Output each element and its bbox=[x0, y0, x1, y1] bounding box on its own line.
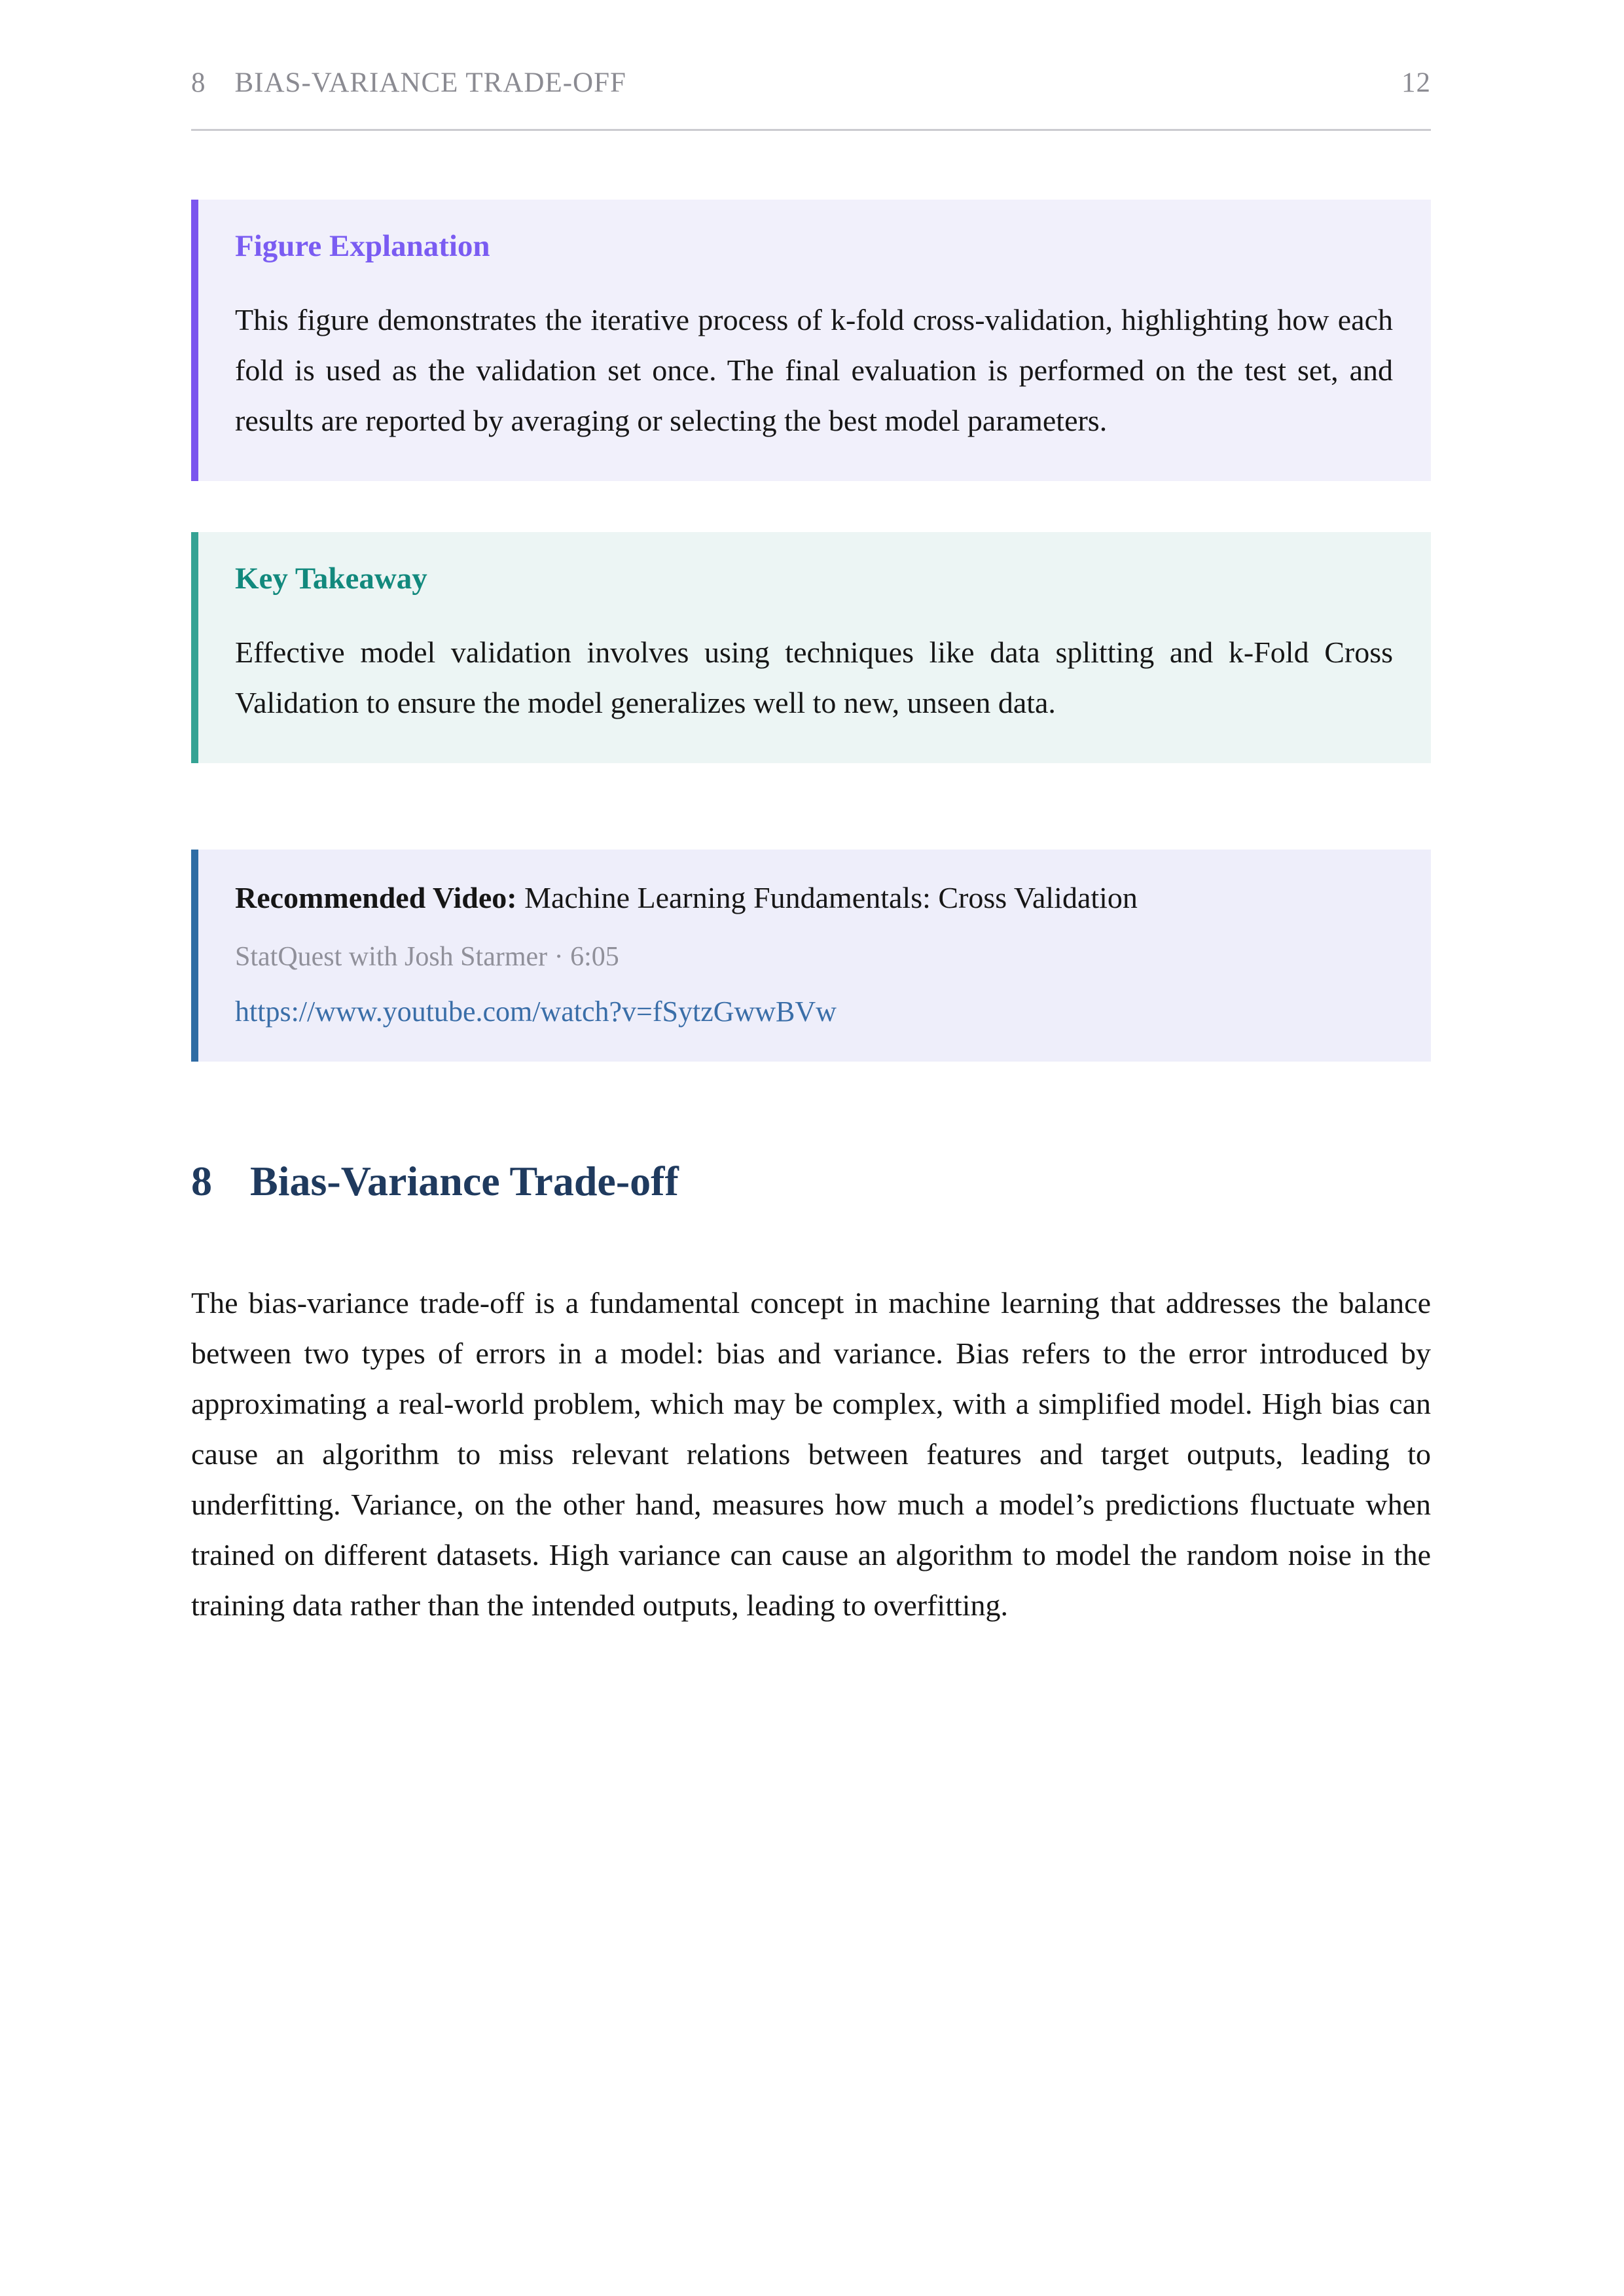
recommended-video-headline bbox=[235, 878, 1393, 918]
running-header-section-number: 8 bbox=[191, 67, 206, 98]
figure-explanation-title: Figure Explanation bbox=[235, 229, 490, 263]
running-header-title: BIAS-VARIANCE TRADE-OFF bbox=[234, 67, 626, 98]
recommended-video-title: Machine Learning Fundamentals: Cross Validation bbox=[524, 881, 1138, 914]
header-rule bbox=[191, 129, 1431, 131]
section-title: Bias-Variance Trade-off bbox=[250, 1158, 679, 1204]
key-takeaway-body: Effective model validation involves using techniques like data splitting and k-Fold Cross Validation to ensure the model generalizes well to new, unseen data. bbox=[235, 635, 1393, 719]
section-number: 8 bbox=[191, 1158, 212, 1204]
body-paragraph: The bias-variance trade-off is a fundamental concept in machine learning that addresses the balance between two types of errors in a model: bias and variance. Bias refers to the error introduced by approximating a real-world problem, which may be complex, with a simplified model. High bias can cause an algorithm to miss relevant relations between features and target outputs, leading to underfitting. Variance, on the other hand, measures how much a model’s predictions fluctuate when trained on different datasets. High variance can cause an algorithm to model the random noise in the training data rather than the intended outputs, leading to overfitting. bbox=[191, 1286, 1431, 1622]
recommended-video-box bbox=[191, 850, 1431, 1062]
page-number: 12 bbox=[1401, 67, 1431, 98]
running-header-left bbox=[191, 67, 626, 99]
recommended-video-link[interactable]: https://www.youtube.com/watch?v=fSytzGwwBVw bbox=[235, 996, 837, 1028]
callout-key-takeaway bbox=[191, 532, 1431, 763]
recommended-video-meta: StatQuest with Josh Starmer · 6:05 bbox=[235, 942, 619, 972]
running-header bbox=[191, 67, 1431, 99]
figure-explanation-body: This figure demonstrates the iterative process of k-fold cross-validation, highlighting how each fold is used as the validation set once. The final evaluation is performed on the test set, and results are reported by averaging or selecting the best model parameters. bbox=[235, 302, 1393, 437]
section-heading bbox=[191, 1157, 1431, 1206]
callout-figure-explanation bbox=[191, 200, 1431, 481]
recommended-video-label: Recommended Video: bbox=[235, 881, 517, 914]
key-takeaway-title: Key Takeaway bbox=[235, 562, 427, 596]
